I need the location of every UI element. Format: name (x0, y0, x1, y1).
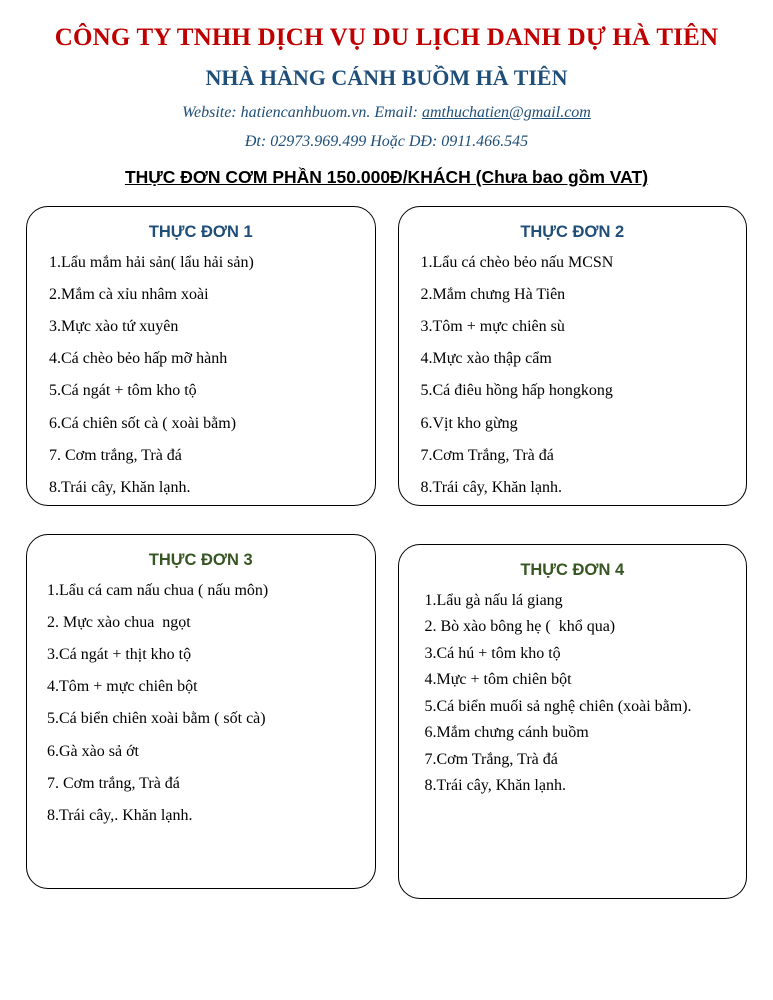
list-item: 1.Lẩu cá chèo bẻo nấu MCSN (420, 254, 614, 272)
website-line (26, 104, 747, 122)
menu-card-3 (26, 534, 376, 889)
list-item: 8.Trái cây, Khăn lạnh. (49, 478, 191, 496)
list-item: 2. Mực xào chua ngọt (47, 614, 191, 632)
list-item: 6.Cá chiên sốt cà ( xoài bằm) (49, 414, 237, 432)
menu-card-1-items (43, 252, 359, 498)
menu-card-4-items (415, 590, 731, 797)
phone-line: Đt: 02973.969.499 Hoặc DĐ: 0911.466.545 (244, 133, 529, 151)
list-item: 2.Mắm cà xỉu nhâm xoài (49, 286, 209, 304)
list-item: 8.Trái cây,. Khăn lạnh. (47, 806, 193, 824)
company-name: CÔNG TY TNHH DỊCH VỤ DU LỊCH DANH DỰ HÀ TIÊN (54, 24, 719, 51)
list-item: 2.Mắm chưng Hà Tiên (420, 286, 566, 304)
list-item: 7. Cơm trắng, Trà đá (49, 446, 182, 464)
list-item: 6.Gà xào sả ớt (47, 742, 139, 760)
list-item: 4.Mực xào thập cẩm (420, 350, 552, 368)
website-text: Website: hatiencanhbuom.vn. Email: (182, 104, 422, 122)
list-item: 5.Cá ngát + tôm kho tộ (49, 382, 197, 400)
page-title: THỰC ĐƠN CƠM PHẦN 150.000Đ/KHÁCH (Chưa bao gồm VAT) (124, 167, 649, 188)
list-item: 7.Cơm Trắng, Trà đá (420, 446, 554, 464)
list-item: 1.Lẩu cá cam nấu chua ( nấu môn) (47, 582, 269, 600)
menu-card-4-title: THỰC ĐƠN 4 (520, 561, 625, 580)
list-item: 1.Lẩu mắm hải sản( lẩu hải sản) (49, 254, 254, 272)
list-item: 7. Cơm trắng, Trà đá (47, 774, 180, 792)
list-item: 3.Cá hú + tôm kho tộ (424, 644, 561, 662)
list-item: 2. Bò xào bông hẹ ( khổ qua) (424, 618, 616, 636)
menu-card-1-title: THỰC ĐƠN 1 (148, 223, 253, 242)
list-item: 3.Tôm + mực chiên sù (420, 318, 565, 336)
list-item: 6.Vịt kho gừng (420, 414, 518, 432)
menu-grid (26, 206, 747, 899)
list-item: 5.Cá biển chiên xoài bằm ( sốt cà) (47, 710, 266, 728)
list-item: 5.Cá điêu hồng hấp hongkong (420, 382, 613, 400)
menu-card-2 (398, 206, 748, 506)
list-item: 1.Lẩu gà nấu lá giang (424, 592, 563, 610)
list-item: 4.Mực + tôm chiên bột (424, 671, 572, 689)
list-item: 3.Mực xào tứ xuyên (49, 318, 179, 336)
list-item: 4.Cá chèo bẻo hấp mỡ hành (49, 350, 228, 368)
list-item: 8.Trái cây, Khăn lạnh. (420, 478, 562, 496)
list-item: 8.Trái cây, Khăn lạnh. (424, 777, 566, 795)
menu-card-3-items (43, 580, 359, 826)
list-item: 4.Tôm + mực chiên bột (47, 678, 198, 696)
restaurant-name: NHÀ HÀNG CÁNH BUỒM HÀ TIÊN (205, 64, 568, 90)
menu-card-3-title: THỰC ĐƠN 3 (148, 551, 253, 570)
email-link[interactable]: amthuchatien@gmail.com (421, 104, 591, 122)
menu-card-4 (398, 544, 748, 899)
list-item: 7.Cơm Trắng, Trà đá (424, 750, 558, 768)
list-item: 3.Cá ngát + thịt kho tộ (47, 646, 192, 664)
menu-card-2-items (415, 252, 731, 498)
list-item: 6.Mắm chưng cánh buồm (424, 724, 589, 742)
list-item: 5.Cá biển muối sả nghệ chiên (xoài bằm). (424, 697, 692, 715)
menu-card-2-title: THỰC ĐƠN 2 (520, 223, 625, 242)
menu-card-1 (26, 206, 376, 506)
